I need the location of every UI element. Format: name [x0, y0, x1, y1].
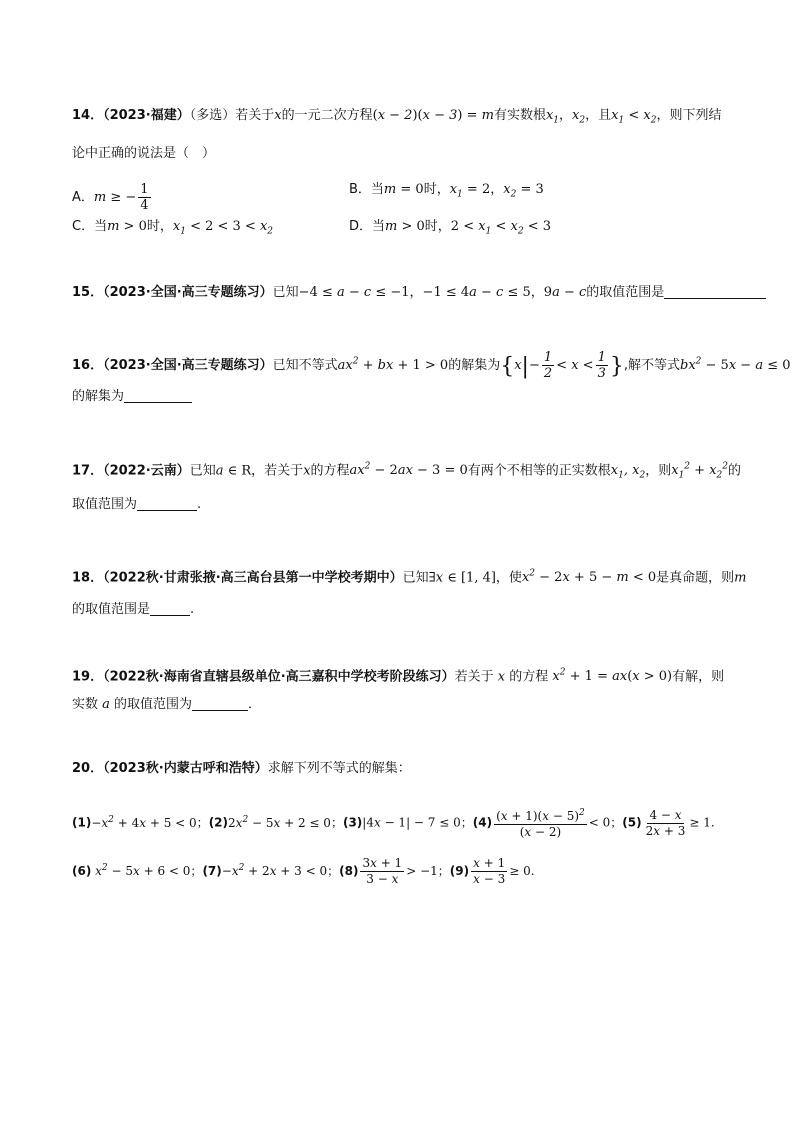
q19-source: （2022秋·海南省直辖县级单位·高三嘉积中学校考阶段练习）	[103, 669, 455, 685]
q19-text: 实数	[72, 697, 99, 712]
q15-source: （2023·全国·高三专题练习）	[103, 285, 273, 300]
q14-math: m = 0	[383, 182, 424, 197]
q16-text: 的解集为	[72, 389, 125, 404]
q20-math: $-x^2 + 2x + 3 < 0$	[221, 863, 328, 878]
q14-math: m > 0	[385, 219, 425, 234]
q14-math: $2 < x_1 < x_2 < 3$	[450, 219, 551, 237]
q19-text: 的方程	[509, 669, 549, 685]
q20-line2: $(1)-x^2 + 4x + 5 < 0$；$(2)2x^2 - 5x + 2 \le 0$；(3)|4x − 1| − 7 ≤ 0；(4) $\frac{(x + 1)(x - 5)^2}{(x - 2)}$ < 0；(5) $\frac{4 - x}{2x + 3}$ ≥ 1.	[72, 807, 715, 839]
q15-math: −1 ≤ 4a − c ≤ 5	[422, 285, 531, 300]
q14-text: 的一元二次方程	[281, 108, 373, 123]
q18-text: ，使	[495, 570, 522, 586]
q17-text: 有两个不相等的正实数根	[467, 463, 611, 479]
q14-math: m > 0	[107, 219, 147, 234]
q20-text: 求解下列不等式的解集：	[267, 761, 411, 776]
q18-text: 的取值范围是	[72, 602, 151, 617]
q17-number: 17．	[72, 463, 104, 479]
option-label: C．当	[72, 219, 108, 234]
q20-separator: ；	[610, 815, 623, 830]
q17-math: a ∈ R	[215, 463, 252, 479]
q14-text: 有实数根	[493, 108, 546, 123]
q20-separator: ；	[190, 864, 203, 878]
q19-line1	[72, 663, 724, 687]
q17-text: ，若关于	[251, 463, 304, 479]
q20-part-label: (3)	[342, 815, 363, 830]
q18-text: .	[190, 602, 195, 617]
q20-fraction: $\frac{x + 1}{x - 3}$	[473, 856, 506, 886]
q19-text: 若关于	[454, 669, 494, 685]
q19-math: a	[98, 697, 115, 712]
q17-line2	[72, 495, 201, 515]
q16-math: $bx^2 - 5x - a \le 0$	[680, 356, 791, 373]
q16-text: 已知不等式	[272, 358, 338, 373]
q18-line1	[72, 564, 746, 588]
q17-text: .	[197, 497, 202, 512]
q14-math: $x_1$	[545, 108, 560, 126]
q15-text: ，	[530, 285, 544, 300]
q16-source: （2023·全国·高三专题练习）	[103, 358, 273, 373]
q20-fraction: $\frac{(x + 1)(x - 5)^2}{(x - 2)}$	[496, 808, 585, 839]
q15-line1	[72, 283, 766, 303]
q14-option-c	[72, 217, 273, 242]
q17-math: $x_1$, $x_2$	[610, 463, 646, 481]
q14-math: $x_1 < x_2$	[611, 108, 657, 126]
answer-blank	[192, 696, 248, 711]
q20-separator: ；	[327, 864, 340, 878]
q16-solution-set: {x|− $\frac{1}{2}$ < x < $\frac{1}{3}$ }	[500, 350, 624, 381]
q20-fraction: $\frac{4 - x}{2x + 3}$	[645, 807, 686, 838]
q16-text: ,解不等式	[623, 358, 680, 373]
q17-text: ，则	[645, 463, 672, 479]
q16-number: 16．	[72, 358, 104, 373]
q17-text: 已知	[189, 463, 216, 479]
q16-text: 的解集为	[448, 358, 501, 373]
q19-line2	[72, 695, 261, 715]
q20-part-label: (6)	[72, 864, 92, 878]
q17-text: 取值范围为	[72, 497, 138, 512]
q15-text: ，	[409, 285, 423, 300]
q20-part-label: (2)	[208, 815, 229, 830]
q16-line2	[72, 387, 192, 407]
q19-text: 有解，则	[672, 669, 725, 685]
q14-text: ，则下列结	[656, 108, 722, 123]
q20-part-label: (9)	[449, 864, 470, 878]
q20-text: .	[530, 864, 535, 878]
q18-math: m	[734, 570, 747, 586]
q20-line3: (6) $x^2 - 5x + 6 < 0$；$(7)-x^2 + 2x + 3 < 0$；(8) $\frac{3x + 1}{3 - x}$ > −1；(9) $\frac{x + 1}{x - 3}$ ≥ 0.	[72, 856, 535, 886]
q14-line1: 14．（2023·福建）（多选）若关于x的一元二次方程(x − 2)(x − 3) = m有实数根$x_1$，$x_2$，且$x_1 < x_2$，则下列结	[72, 108, 722, 126]
option-text: 时，	[424, 219, 451, 234]
q20-separator: ；	[330, 815, 343, 830]
q14-text: 若关于	[235, 108, 275, 123]
q15-number: 15．	[72, 285, 104, 300]
q17-math: x	[303, 463, 311, 479]
q14-math: m ≥ −	[93, 190, 137, 205]
q15-math: 9a − c	[543, 285, 587, 300]
option-text: 时，	[423, 182, 450, 197]
q14-option-a	[72, 182, 153, 213]
q20-part-label: (1)	[72, 815, 92, 830]
option-label: D．当	[349, 219, 386, 234]
q20-math: $-x^2 + 4x + 5 < 0$	[91, 814, 197, 830]
q18-math: $x^2 - 2x + 5 - m < 0$	[521, 569, 657, 586]
q14-option-d	[349, 217, 551, 242]
answer-blank	[664, 284, 766, 299]
option-text: 时，	[146, 219, 173, 234]
option-label: B．当	[349, 182, 384, 197]
q20-fraction: $\frac{3x + 1}{3 - x}$	[362, 856, 403, 886]
answer-blank	[150, 601, 190, 616]
q20-part-label: (4)	[472, 815, 493, 830]
q18-number: 18．	[72, 570, 104, 586]
q18-line2	[72, 600, 194, 620]
q20-text: .	[710, 815, 715, 830]
q16-line1	[72, 350, 791, 381]
q20-line1	[72, 759, 411, 779]
q17-source: （2022·云南）	[103, 463, 190, 479]
q15-text: 的取值范围是	[586, 285, 665, 300]
q19-number: 19．	[72, 669, 104, 685]
q17-text: 的	[728, 463, 742, 479]
q18-source: （2022秋·甘肃张掖·高三高台县第一中学校考期中）	[103, 570, 403, 586]
q20-source: （2023秋·内蒙古呼和浩特）	[103, 761, 268, 776]
answer-blank	[124, 388, 192, 403]
q16-math: $ax^2$ + bx + 1 > 0	[337, 356, 449, 373]
q20-math: |4x − 1| − 7 ≤ 0	[362, 815, 461, 830]
q20-part-label: (8)	[339, 864, 359, 878]
q17-text: 的方程	[310, 463, 350, 479]
q15-text: 已知	[272, 285, 299, 300]
q14-math: (x − 2)(x − 3) = m	[372, 108, 494, 123]
q20-separator: ；	[437, 864, 450, 878]
q20-separator: ；	[460, 815, 473, 830]
q19-text: ．	[248, 697, 262, 712]
q17-line1	[72, 457, 741, 486]
q18-math: ∃x ∈ [1, 4]	[428, 570, 496, 586]
q20-part-label: (5)	[622, 815, 642, 830]
q14-math: $x_2$	[572, 108, 586, 126]
q19-text: 的取值范围为	[114, 697, 193, 712]
q20-separator: ；	[196, 815, 209, 830]
option-label: A．	[72, 190, 94, 205]
q14-line2: 论中正确的说法是（ ）	[72, 146, 216, 161]
q20-number: 20．	[72, 761, 104, 776]
q20-math: $2x^2 - 5x + 2 \le 0$	[228, 814, 331, 830]
q20-math: $x^2 - 5x + 6 < 0$	[91, 863, 191, 878]
q19-math: x	[493, 669, 510, 685]
q15-math: −4 ≤ a − c ≤ −1	[298, 285, 410, 300]
q14-text: ，且	[585, 108, 612, 123]
q17-math: $ax^2 - 2ax - 3 = 0$	[349, 462, 468, 479]
q14-math: x	[274, 108, 282, 123]
answer-blank	[137, 496, 197, 511]
q14-math: $x_1 < 2 < 3 < x_2$	[172, 219, 274, 237]
q17-math: $x_1^2 + x_2^2$	[671, 462, 728, 481]
q18-text: 已知	[402, 570, 429, 586]
q18-text: 是真命题，则	[656, 570, 735, 586]
q14-option-b: B．当m = 0时，$x_1 = 2$，$x_2 = 3$	[349, 182, 544, 200]
q14-math: $x_2 = 3$	[503, 182, 544, 200]
q19-math: $x^2 + 1 = ax(x > 0)$	[548, 668, 673, 685]
q14-math: $x_1 = 2$	[449, 182, 491, 200]
q14-source: （2023·福建）	[103, 108, 190, 123]
q14-fraction: $\frac{1}{4}$	[140, 182, 149, 213]
q14-number: 14．	[72, 108, 104, 123]
q20-part-label: (7)	[202, 864, 222, 878]
q14-tag: （多选）	[189, 108, 236, 123]
